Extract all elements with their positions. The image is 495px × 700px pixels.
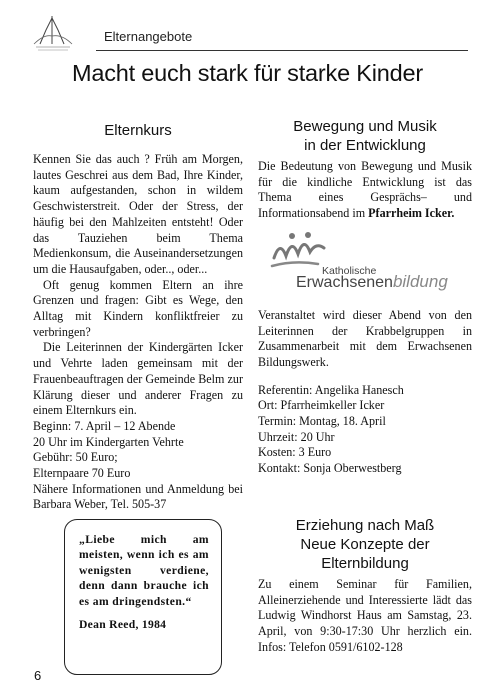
erziehung-section <box>258 516 472 656</box>
elternkurs-heading: Elternkurs <box>104 122 172 139</box>
kbw-logo-word-a: Erwachsenen <box>296 273 393 291</box>
page-number: 6 <box>34 668 42 683</box>
bewegung-heading-line: in der Entwicklung <box>304 137 426 154</box>
kbw-logo <box>258 230 472 300</box>
header-divider <box>96 50 468 51</box>
bewegung-intro <box>258 159 472 222</box>
quote-box <box>64 519 222 675</box>
event-detail-line: Referentin: Angelika Hanesch <box>258 382 404 397</box>
elternkurs-info-line: Elternpaare 70 Euro <box>33 466 131 481</box>
elternkurs-paragraph-1: Kennen Sie das auch ? Früh am Morgen, lautes Geschrei aus dem Bad, Ihre Kinder, kaum aufgestanden, schon in wildem Geschwisterstreit. Oder der Stress, der häufig bei den Mahlzeiten entsteht! Oder das Tauziehen beim Thema Medienkonsum, die Auseinandersetzungen um die Hausaufgaben, oder.., oder... <box>33 152 243 276</box>
bewegung-heading-line: Bewegung und Musik <box>293 118 437 135</box>
bewegung-heading <box>258 117 472 155</box>
event-detail-line: Uhrzeit: 20 Uhr <box>258 429 335 444</box>
elternkurs-paragraph-3: Die Leiterinnen der Kindergärten Icker und Vehrte laden gemeinsam mit der Frauenbeauftragen der Gemeinde Belm zur Klärung dieser und anderer Fragen zu einem Elternkurs ein. <box>33 340 243 418</box>
elternkurs-paragraph-2: Oft genug kommen Eltern an ihre Grenzen und fragen: Gibt es Wege, den Alltag mit Kindern konfliktfreier zu verbringen? <box>33 277 243 339</box>
kbw-logo-mark-icon <box>270 230 330 270</box>
bewegung-paragraph-2: Veranstaltet wird dieser Abend von den Leiterinnen der Krabbelgruppen in Zusammenarbeit mit dem Erwachsenen Bildungswerk. <box>258 307 472 369</box>
page-title: Macht euch stark für starke Kinder <box>71 60 424 86</box>
elternkurs-info-line: 20 Uhr im Kindergarten Vehrte <box>33 434 184 449</box>
erziehung-heading-line: Erziehung nach Maß <box>295 517 435 534</box>
quote-author: Dean Reed, 1984 <box>79 618 167 632</box>
bewegung-intro-location: Pfarrheim Icker. <box>368 206 455 221</box>
elternkurs-info-line: Gebühr: 50 Euro; <box>33 450 118 465</box>
event-detail-line: Termin: Montag, 18. April <box>258 414 386 429</box>
elternkurs-info-line: Nähere Informationen und Anmeldung bei Barbara Weber, Tel. 505-37 <box>33 481 243 512</box>
kbw-logo-word-b: bildung <box>392 271 448 291</box>
right-column <box>258 117 472 477</box>
church-logo-icon <box>32 14 74 54</box>
quote-text: „Liebe mich am meisten, wenn ich es am wenigsten verdiene, denn dann brauche ich es am dringendsten.“ <box>79 533 209 608</box>
event-detail-line: Kosten: 3 Euro <box>258 445 332 460</box>
erziehung-heading-line: Elternbildung <box>321 555 409 572</box>
event-detail-line: Ort: Pfarrheimkeller Icker <box>258 398 385 413</box>
event-detail-line: Kontakt: Sonja Oberwestberg <box>258 461 402 476</box>
left-column <box>33 117 243 513</box>
kbw-logo-line2 <box>296 271 448 291</box>
elternkurs-info-line: Beginn: 7. April – 12 Abende <box>33 418 176 433</box>
erziehung-heading <box>258 516 472 573</box>
erziehung-text: Zu einem Seminar für Familien, Alleinerziehende und Interessierte lädt das Ludwig Windhorst Haus am Samstag, 23. April, von 9:30-17:30 Uhr herzlich ein. Infos: Telefon 0591/6102-128 <box>258 577 472 654</box>
kbw-logo-line1: Katholische <box>322 264 377 277</box>
section-label: Elternangebote <box>104 29 193 44</box>
erziehung-heading-line: Neue Konzepte der <box>300 536 430 553</box>
event-details <box>258 383 472 477</box>
bewegung-intro-text: Die Bedeutung von Bewegung und Musik für die kindliche Entwicklung ist das Thema eines Gesprächs– und Informationsabend im <box>258 159 472 221</box>
